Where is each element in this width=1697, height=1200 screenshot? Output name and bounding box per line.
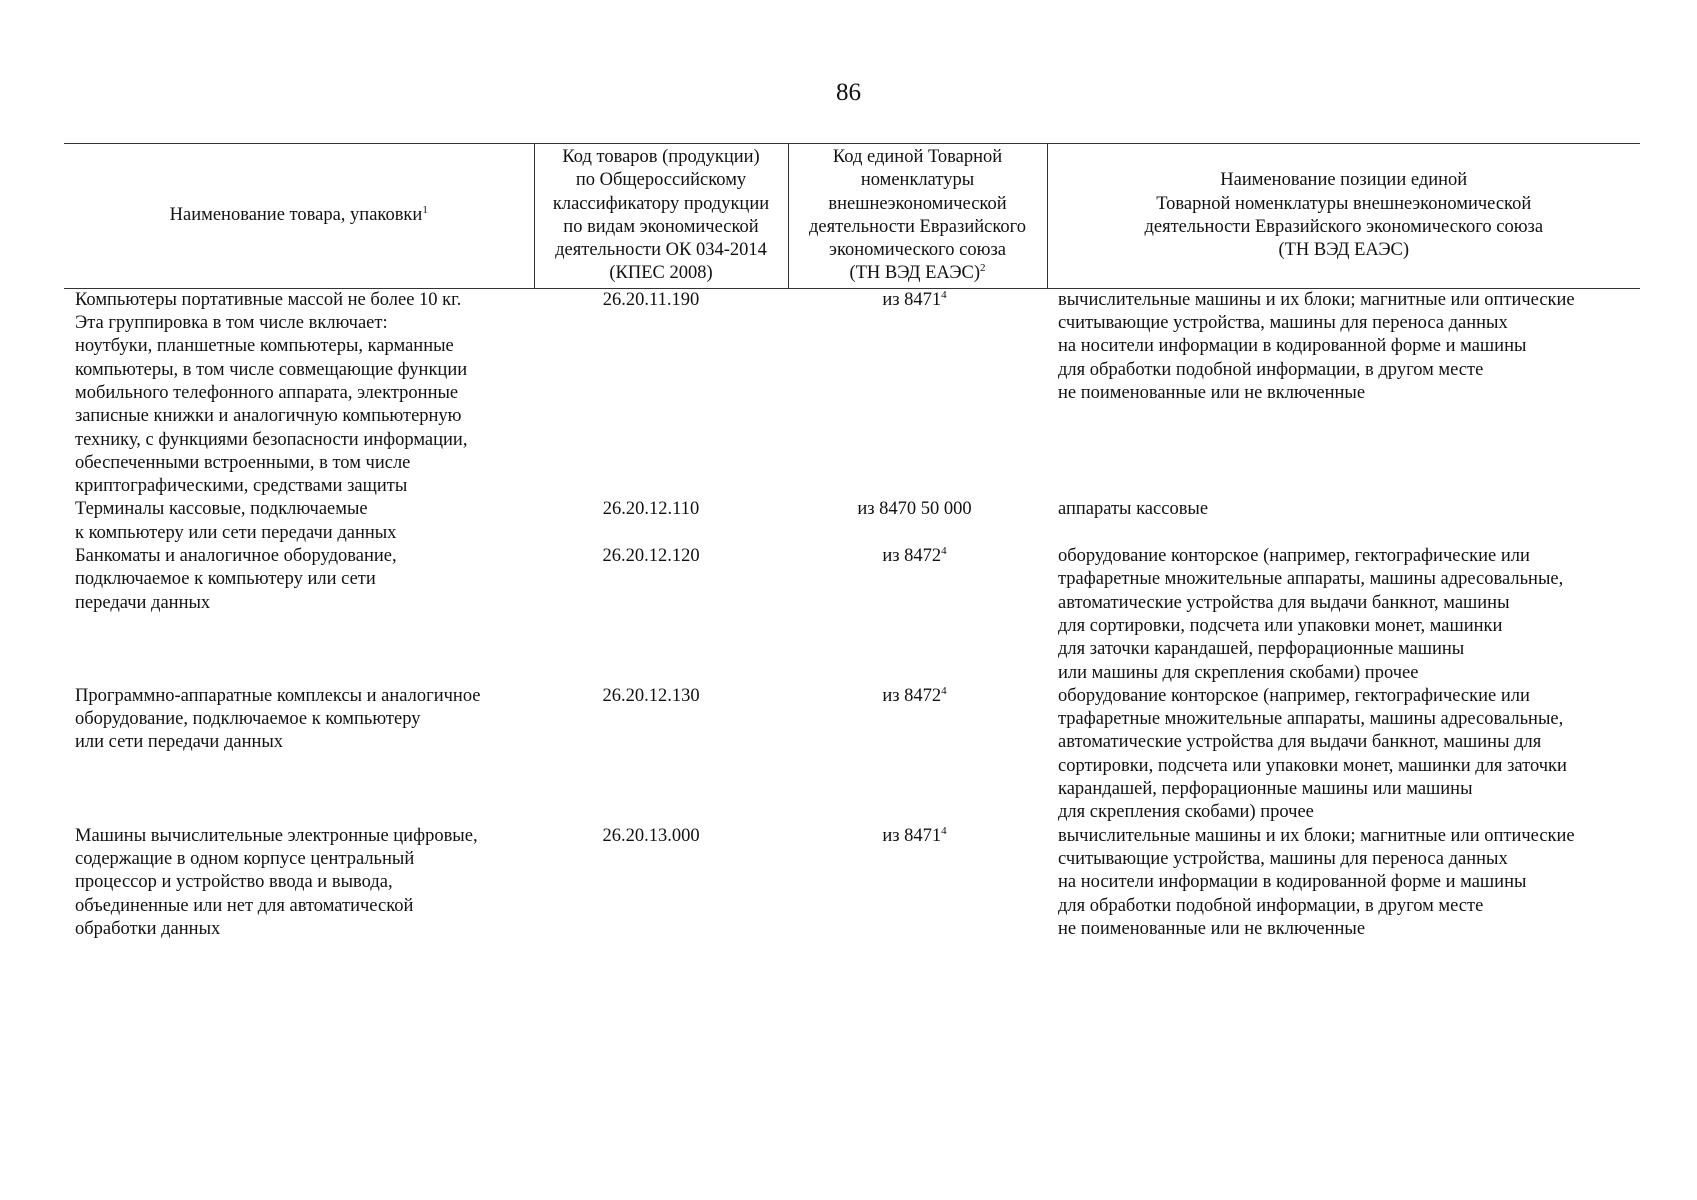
goods-name-cell: Машины вычислительные электронные цифровые, содержащие в одном корпусе центральный процессор и устройство ввода и вывода, объединенные или нет для автоматической обработки данных	[75, 825, 478, 939]
tnved-code-cell: из 8471$^4$	[882, 824, 947, 846]
header-goods-name: Наименование товара, упаковки$^1$	[64, 144, 534, 289]
tnved-description-cell: вычислительные машины и их блоки; магнитные или оптические считывающие устройства, машины для переноса данных на носители информации в кодированной форме и машины для обработки подобной информации, в другом месте не поименованные или не включенные	[1058, 825, 1575, 939]
table-row	[64, 545, 1640, 685]
footnote-ref: 4	[941, 288, 947, 301]
tnved-code-cell: из 8472$^4$	[882, 545, 947, 567]
tnved-code-cell: из 8471$^4$	[882, 288, 947, 310]
footnote-ref: 2	[980, 262, 986, 275]
goods-table	[64, 143, 1640, 941]
goods-name-cell: Терминалы кассовые, подключаемые к компьютеру или сети передачи данных	[75, 499, 397, 543]
footnote-ref: 4	[941, 545, 947, 558]
table-row	[64, 288, 1640, 498]
header-tnved-description: Наименование позиции единой Товарной номенклатуры внешнеэкономической деятельности Евразийского экономического союза (ТН ВЭД ЕАЭС)	[1047, 144, 1640, 289]
goods-name-cell: Компьютеры портативные массой не более 10 кг. Эта группировка в том числе включает: ноутбуки, планшетные компьютеры, карманные компьютеры, в том числе совмещающие функции мобильного телефонного аппарата, электронные записные книжки и аналогичную компьютерную технику, с функциями безопасности информации, обеспеченными встроенными, в том числе криптографическими, средствами защиты	[75, 289, 468, 497]
table-header-row	[64, 144, 1640, 289]
tnved-description-cell: вычислительные машины и их блоки; магнитные или оптические считывающие устройства, машины для переноса данных на носители информации в кодированной форме и машины для обработки подобной информации, в другом месте не поименованные или не включенные	[1058, 289, 1575, 403]
header-okpd-code: Код товаров (продукции) по Общероссийскому классификатору продукции по видам экономической деятельности ОК 034-2014 (КПЕС 2008)	[534, 144, 788, 289]
okpd-code-cell: 26.20.13.000	[602, 825, 700, 846]
goods-name-cell: Банкоматы и аналогичное оборудование, подключаемое к компьютеру или сети передачи данных	[75, 546, 397, 613]
tnved-code-cell: из 8472$^4$	[882, 684, 947, 706]
page-number: 86	[836, 79, 861, 106]
tnved-description-cell: аппараты кассовые	[1058, 499, 1209, 520]
table-row	[64, 825, 1640, 941]
tnved-code-cell: из 8470 50 000	[857, 499, 972, 520]
okpd-code-cell: 26.20.11.190	[602, 289, 700, 310]
okpd-code-cell: 26.20.12.120	[602, 546, 700, 567]
goods-name-cell: Программно-аппаратные комплексы и аналогичное оборудование, подключаемое к компьютеру или сети передачи данных	[75, 685, 481, 753]
tnved-description-cell: оборудование конторское (например, гектографические или трафаретные множительные аппараты, машины адресовальные, автоматические устройства для выдачи банкнот, машины для сортировки, подсчета или упаковки монет, машинки для заточки карандашей, перфорационные машины или машины для скрепления скобами) прочее	[1058, 546, 1564, 683]
okpd-code-cell: 26.20.12.110	[602, 499, 700, 520]
footnote-ref: 1	[422, 204, 428, 217]
tnved-description-cell: оборудование конторское (например, гектографические или трафаретные множительные аппараты, машины адресовальные, автоматические устройства для выдачи банкнот, машины для сортировки, подсчета или упаковки монет, машинки для заточки карандашей, перфорационные машины или машины для скрепления скобами) прочее	[1058, 685, 1567, 823]
footnote-ref: 4	[941, 684, 947, 697]
footnote-ref: 4	[941, 824, 947, 837]
header-tnved-code: Код единой Товарной номенклатуры внешнеэкономической деятельности Евразийского экономического союза (ТН ВЭД ЕАЭС)$^2$	[788, 144, 1047, 289]
okpd-code-cell: 26.20.12.130	[602, 685, 700, 706]
table-row	[64, 685, 1640, 825]
table-row	[64, 498, 1640, 545]
